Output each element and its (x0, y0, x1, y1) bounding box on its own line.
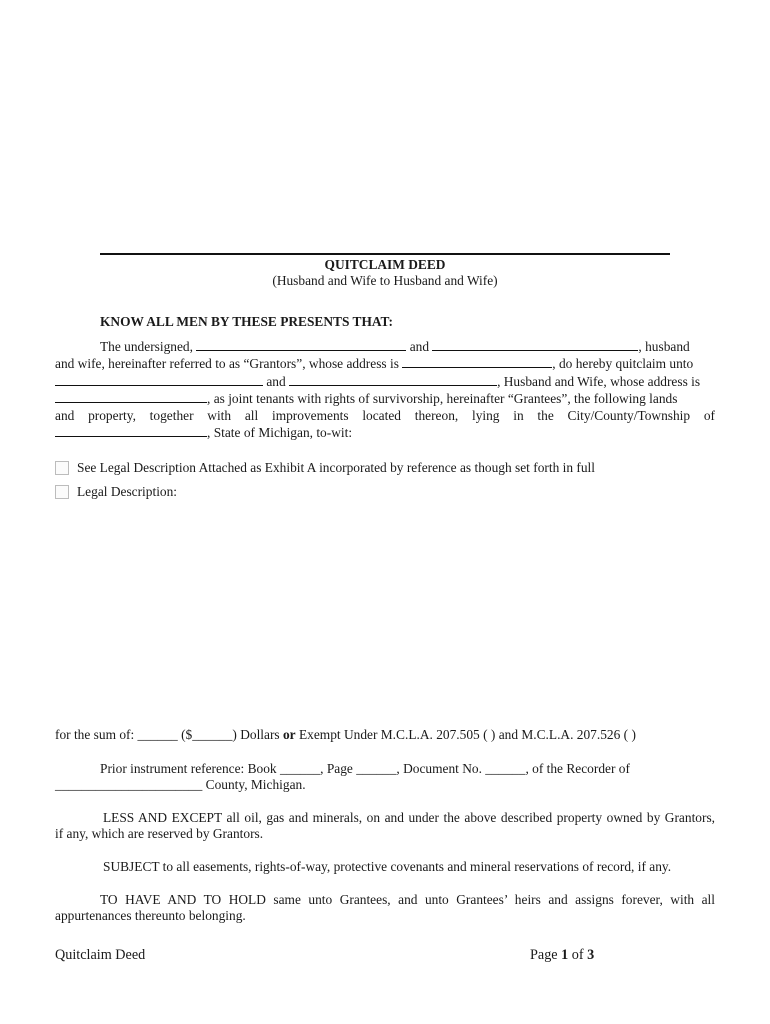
page-label: Page (530, 947, 558, 963)
legal-description-checkbox[interactable] (55, 485, 69, 499)
footer-page-number (530, 947, 594, 963)
grantee-1-name-blank[interactable] (55, 373, 263, 386)
grantor-1-name-blank[interactable] (196, 338, 406, 351)
deed-subtitle: (Husband and Wife to Husband and Wife) (272, 273, 498, 288)
exhibit-a-option[interactable] (55, 460, 595, 476)
habendum-line-2: appurtenances thereunto belonging. (55, 908, 246, 924)
text-and-wife-grantors: and wife, hereinafter referred to as “Grantors”, whose address is (55, 356, 399, 372)
text-the-undersigned: The undersigned, (100, 339, 193, 354)
consideration-line (55, 727, 715, 743)
text-and-property: and property, together with all improvements located thereon, lying in the City/County/Township of (55, 407, 715, 423)
text-quitclaim-unto: , do hereby quitclaim unto (552, 356, 694, 372)
top-rule (100, 253, 670, 255)
total-pages: 3 (587, 947, 595, 963)
text-and-2: and (266, 373, 286, 389)
grantor-paragraph (55, 338, 715, 441)
know-all-men-heading: KNOW ALL MEN BY THESE PRESENTS THAT: (100, 314, 393, 329)
exhibit-a-checkbox[interactable] (55, 461, 69, 475)
grantee-2-name-blank[interactable] (289, 373, 497, 386)
prior-instrument-line-2: ______________________ County, Michigan. (55, 777, 306, 793)
text-for-the-sum: for the sum of: ______ ($______) Dollars (55, 727, 283, 742)
footer-document-title: Quitclaim Deed (55, 947, 146, 963)
less-except-line-2: if any, which are reserved by Grantors. (55, 826, 264, 842)
city-county-township-blank[interactable] (55, 424, 207, 437)
grantee-address-blank[interactable] (55, 390, 207, 403)
grantor-address-blank[interactable] (402, 355, 552, 368)
habendum-line-1: TO HAVE AND TO HOLD same unto Grantees, and unto Grantees’ heirs and assigns forever, with all (100, 892, 715, 907)
grantor-2-name-blank[interactable] (432, 338, 638, 351)
text-husband: , husband (638, 339, 690, 354)
prior-instrument-paragraph (55, 761, 715, 794)
of-label: of (571, 947, 584, 963)
text-exempt: Exempt Under M.C.L.A. 207.505 ( ) and M.C.L.A. 207.526 ( ) (295, 727, 636, 742)
deed-title: QUITCLAIM DEED (324, 257, 446, 272)
text-joint-tenants: , as joint tenants with rights of survivorship, hereinafter “Grantees”, the following lands (207, 391, 678, 407)
exhibit-a-label: See Legal Description Attached as Exhibit A incorporated by reference as though set forth in full (77, 460, 595, 475)
text-state-of-michigan: , State of Michigan, to-wit: (207, 425, 353, 441)
less-except-line-1: LESS AND EXCEPT all oil, gas and minerals, on and under the above described property owned by Grantors, (103, 810, 715, 825)
text-or: or (282, 727, 296, 742)
prior-instrument-line-1: Prior instrument reference: Book ______, Page ______, Document No. ______, of the Recorder of (100, 761, 630, 776)
current-page: 1 (561, 947, 569, 963)
less-and-except-paragraph (55, 810, 715, 843)
text-and: and (409, 339, 430, 354)
legal-description-option[interactable] (55, 484, 177, 500)
legal-description-label: Legal Description: (77, 484, 178, 499)
text-husband-and-wife-address: , Husband and Wife, whose address is (497, 373, 701, 389)
habendum-paragraph (55, 892, 715, 925)
subject-to-paragraph: SUBJECT to all easements, rights-of-way, protective covenants and mineral reservations of record, if any. (103, 859, 672, 874)
